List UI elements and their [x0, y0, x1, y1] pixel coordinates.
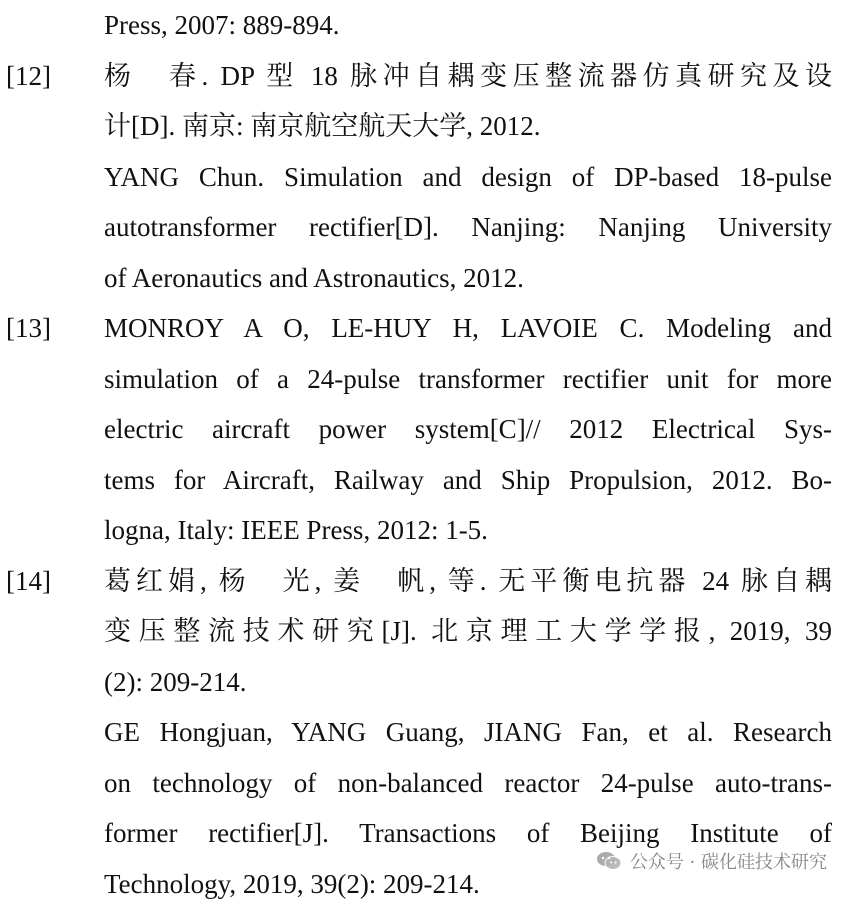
watermark-text: 公众号 · 碳化硅技术研究	[630, 848, 827, 874]
reference-line: Technology, 2019, 39(2): 209-214.	[104, 859, 832, 909]
reference-line: 杨 春. DP 型 18 脉冲自耦变压整流器仿真研究及设	[104, 51, 832, 102]
reference-line: 变压整流技术研究[J]. 北京理工大学学报, 2019, 39	[104, 606, 832, 657]
reference-line: of Aeronautics and Astronautics, 2012.	[104, 253, 832, 304]
reference-number: [12]	[6, 51, 76, 102]
reference-number: [14]	[6, 556, 76, 607]
reference-line: autotransformer rectifier[D]. Nanjing: Nanjing University	[104, 202, 832, 253]
reference-number: [13]	[6, 303, 76, 354]
wechat-icon	[596, 851, 622, 871]
watermark	[596, 848, 827, 874]
reference-line: GE Hongjuan, YANG Guang, JIANG Fan, et al. Research	[104, 707, 832, 758]
reference-line: 计[D]. 南京: 南京航空航天大学, 2012.	[104, 101, 832, 152]
reference-line: MONROY A O, LE-HUY H, LAVOIE C. Modeling and	[104, 303, 832, 354]
reference-line: simulation of a 24-pulse transformer rectifier unit for more	[104, 354, 832, 405]
reference-line: former rectifier[J]. Transactions of Beijing Institute of	[104, 808, 832, 859]
reference-line: YANG Chun. Simulation and design of DP-based 18-pulse	[104, 152, 832, 203]
reference-line: on technology of non-balanced reactor 24-pulse auto-trans-	[104, 758, 832, 809]
reference-line: electric aircraft power system[C]// 2012 Electrical Sys-	[104, 404, 832, 455]
reference-line: Press, 2007: 889-894.	[104, 0, 832, 51]
reference-line: logna, Italy: IEEE Press, 2012: 1-5.	[104, 505, 832, 556]
reference-line: tems for Aircraft, Railway and Ship Propulsion, 2012. Bo-	[104, 455, 832, 506]
reference-line: 葛红娟, 杨 光, 姜 帆, 等. 无平衡电抗器 24 脉自耦	[104, 556, 832, 607]
reference-line: (2): 209-214.	[104, 657, 832, 708]
